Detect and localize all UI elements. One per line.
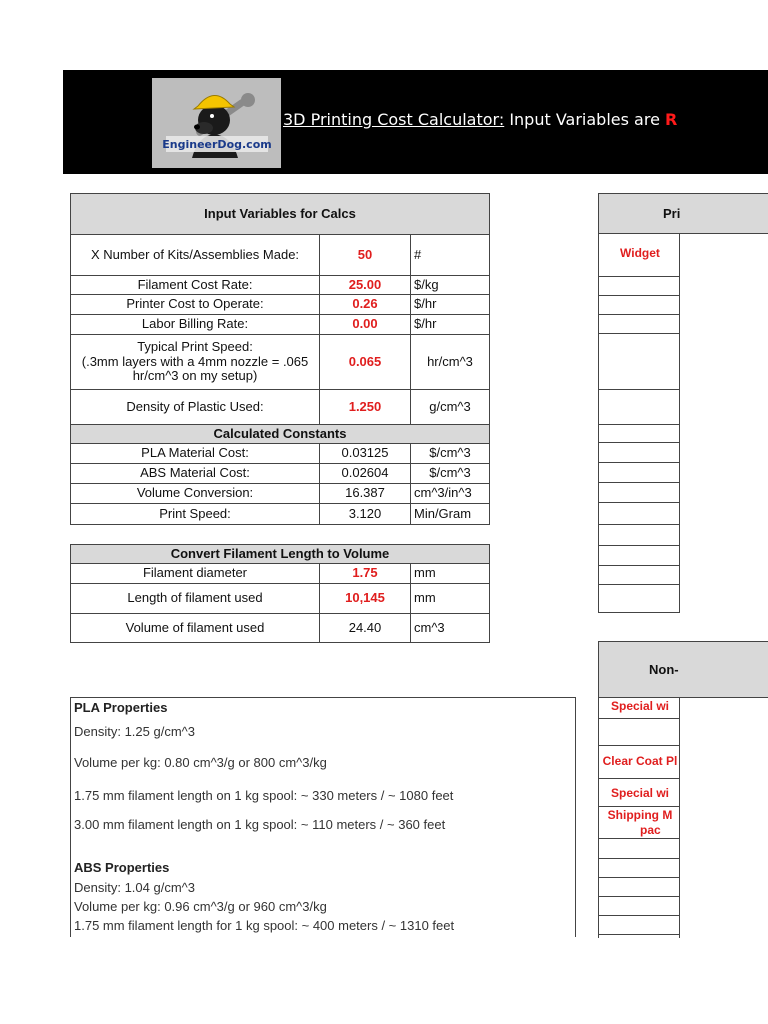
density-input[interactable]: 1.250 — [320, 390, 411, 425]
row-divider — [598, 482, 680, 483]
abs-line: Volume per kg: 0.96 cm^3/g or 960 cm^3/kg — [74, 899, 327, 914]
input-variables-table — [70, 193, 490, 525]
row-divider — [598, 442, 680, 443]
right-table-2-header — [598, 641, 768, 698]
abs-line: Density: 1.04 g/cm^3 — [74, 880, 195, 895]
row-label: Density of Plastic Used: — [71, 390, 320, 425]
table-row — [71, 484, 490, 504]
calculated-constants-header: Calculated Constants — [71, 425, 490, 444]
row-unit: $/cm^3 — [411, 464, 490, 484]
row-divider — [598, 934, 680, 935]
page-title-main: 3D Printing Cost Calculator: — [283, 110, 505, 129]
convert-filament-table — [70, 544, 490, 643]
pla-line: Volume per kg: 0.80 cm^3/g or 800 cm^3/kg — [74, 755, 327, 770]
row-label-line: hr/cm^3 on my setup) — [132, 368, 258, 384]
row-label: Printer Cost to Operate: — [71, 295, 320, 315]
non-item-label: Special wi — [610, 786, 670, 800]
row-label: Filament Cost Rate: — [71, 276, 320, 295]
row-divider — [598, 389, 680, 390]
row-divider — [598, 778, 680, 779]
print-speed-input[interactable]: 0.065 — [320, 335, 411, 390]
row-divider — [598, 314, 680, 315]
page-title-rest: Input Variables are — [504, 110, 665, 129]
row-divider — [598, 877, 680, 878]
row-unit: g/cm^3 — [411, 390, 490, 425]
widget-label: Widget — [620, 246, 660, 260]
abs-properties-title: ABS Properties — [74, 860, 170, 875]
table-row — [71, 584, 490, 614]
row-divider — [598, 745, 680, 746]
row-label: PLA Material Cost: — [71, 444, 320, 464]
row-unit: $/cm^3 — [411, 444, 490, 464]
labor-rate-input[interactable]: 0.00 — [320, 315, 411, 335]
row-divider — [598, 896, 680, 897]
row-divider — [598, 502, 680, 503]
logo-text: EngineerDog.com — [162, 138, 272, 151]
row-value: 0.02604 — [320, 464, 411, 484]
table-row — [71, 276, 490, 295]
material-properties-box — [70, 697, 576, 937]
row-divider — [598, 718, 680, 719]
row-label-line: (.3mm layers with a 4mm nozzle = .065 — [81, 353, 309, 369]
row-unit: # — [411, 235, 490, 276]
row-unit: hr/cm^3 — [411, 335, 490, 390]
row-label: Print Speed: — [71, 504, 320, 525]
row-label: X Number of Kits/Assemblies Made: — [71, 235, 320, 276]
row-unit: mm — [411, 564, 490, 584]
row-divider — [598, 462, 680, 463]
table-row — [71, 444, 490, 464]
table-row — [71, 315, 490, 335]
row-label: Length of filament used — [71, 584, 320, 614]
printer-cost-input[interactable]: 0.26 — [320, 295, 411, 315]
row-divider — [598, 333, 680, 334]
input-variables-header: Input Variables for Calcs — [71, 194, 490, 235]
row-unit: cm^3/in^3 — [411, 484, 490, 504]
row-unit: Min/Gram — [411, 504, 490, 525]
row-divider — [598, 565, 680, 566]
engineerdog-logo — [152, 78, 281, 168]
row-value: 16.387 — [320, 484, 411, 504]
row-divider — [598, 524, 680, 525]
convert-filament-header: Convert Filament Length to Volume — [71, 545, 490, 564]
table-row — [71, 614, 490, 643]
row-unit: cm^3 — [411, 614, 490, 643]
non-item-label: Clear Coat Pl — [602, 754, 678, 768]
table-row — [71, 504, 490, 525]
row-label: ABS Material Cost: — [71, 464, 320, 484]
row-divider — [598, 584, 680, 585]
page-title-red: R — [665, 110, 678, 129]
row-label-line: Typical Print Speed: — [137, 338, 253, 354]
page-title — [283, 110, 677, 129]
row-unit: mm — [411, 584, 490, 614]
row-value: 0.03125 — [320, 444, 411, 464]
right-table-2-title: Non- — [649, 662, 679, 677]
pla-line: Density: 1.25 g/cm^3 — [74, 724, 195, 739]
non-item-label: Shipping M — [607, 808, 673, 822]
dog-mascot-icon — [152, 78, 281, 168]
row-unit: $/hr — [411, 295, 490, 315]
table-row — [71, 235, 490, 276]
row-label — [71, 335, 320, 390]
right-table-1-title: Pri — [663, 206, 681, 221]
filament-cost-input[interactable]: 25.00 — [320, 276, 411, 295]
row-value: 24.40 — [320, 614, 411, 643]
row-divider — [598, 545, 680, 546]
row-divider — [598, 424, 680, 425]
row-label: Volume of filament used — [71, 614, 320, 643]
abs-line: 1.75 mm filament length for 1 kg spool: ~ 400 meters / ~ 1310 feet — [74, 918, 455, 933]
non-item-label: pac — [640, 823, 661, 837]
row-divider — [598, 858, 680, 859]
table-row — [71, 390, 490, 425]
row-divider — [598, 915, 680, 916]
row-unit: $/kg — [411, 276, 490, 295]
table-row — [71, 564, 490, 584]
kits-made-input[interactable]: 50 — [320, 235, 411, 276]
row-label: Filament diameter — [71, 564, 320, 584]
row-label: Volume Conversion: — [71, 484, 320, 504]
right-table-1-header — [598, 193, 768, 234]
row-value: 3.120 — [320, 504, 411, 525]
filament-length-input[interactable]: 10,145 — [320, 584, 411, 614]
row-divider — [598, 276, 680, 277]
pla-line: 1.75 mm filament length on 1 kg spool: ~ 330 meters / ~ 1080 feet — [74, 788, 454, 803]
non-item-label: Special wi — [610, 699, 670, 713]
row-label: Labor Billing Rate: — [71, 315, 320, 335]
pla-properties-title: PLA Properties — [74, 700, 168, 715]
pla-line: 3.00 mm filament length on 1 kg spool: ~ 110 meters / ~ 360 feet — [74, 817, 446, 832]
row-unit: $/hr — [411, 315, 490, 335]
table-row — [71, 335, 490, 390]
filament-diameter-input[interactable]: 1.75 — [320, 564, 411, 584]
row-divider — [598, 838, 680, 839]
row-divider — [598, 295, 680, 296]
row-divider — [598, 806, 680, 807]
table-row — [71, 464, 490, 484]
table-row — [71, 295, 490, 315]
